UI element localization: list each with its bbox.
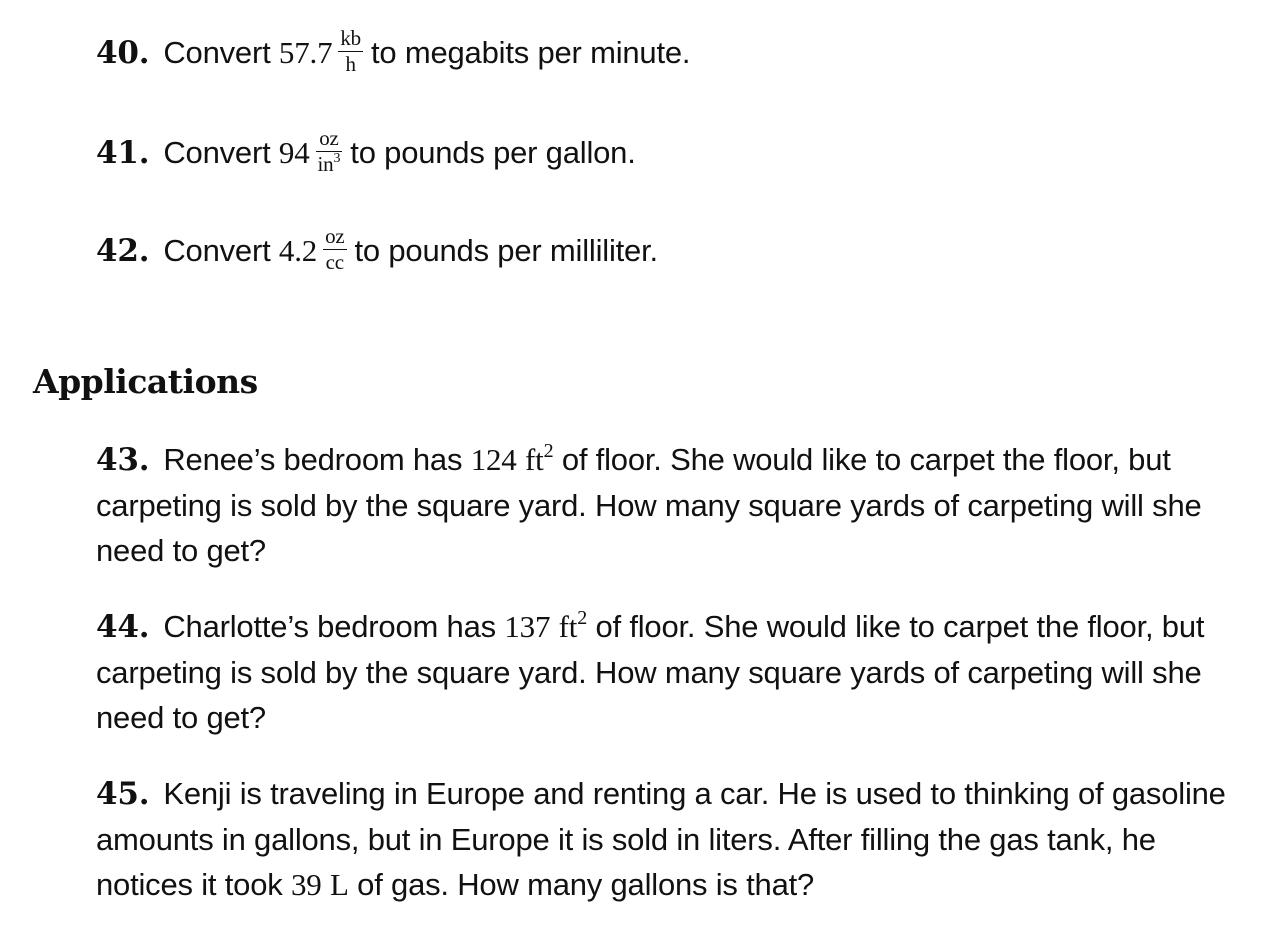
fraction-denominator: h [345,52,356,76]
exercise-number: 45. [96,776,150,812]
fraction-numerator: oz [325,224,345,248]
quantity-value: 57.7 [278,35,333,71]
text-after: of floor. She would like to carpet the floor, but carpeting is sold by the square yard. How many square yards of carpeting will she need to get? [96,609,1205,735]
exercise-number: 42. [96,233,150,270]
unit-fraction [323,224,346,274]
exercise-number: 43. [96,442,150,478]
text-after: of floor. She would like to carpet the floor, but carpeting is sold by the square yard. How many square yards of carpeting will she need to get? [96,442,1202,568]
exercise-number: 41. [96,135,150,172]
unit-exponent: 2 [577,606,588,629]
denominator-exponent: 3 [333,151,341,166]
unit-base: ft [525,442,544,477]
exercise-number: 40. [96,35,150,72]
denominator-base: in [317,152,334,176]
exercise-tail: to pounds per milliliter. [354,233,658,269]
text-before: Charlotte’s bedroom has [163,609,496,644]
fraction-numerator: kb [340,26,361,50]
section-heading: Applications [33,362,258,401]
exercise-lead: Convert [163,233,271,269]
exercise-42 [96,224,1256,278]
fraction-denominator [316,152,343,176]
quantity-value: 124 [470,442,517,477]
exercise-tail: to megabits per minute. [370,35,691,71]
text-before: Kenji is traveling in Europe and renting a car. He is used to thinking of gasoline amounts in gallons, but in Europe it is sold in liters. After filling the gas tank, he notices it took [96,776,1226,902]
exercise-number: 44. [96,609,150,645]
exercise-40 [96,26,1256,80]
unit-base: ft [558,609,578,644]
quantity-value: 137 [504,609,551,644]
quantity-value: 39 [290,867,322,902]
exercise-43 [96,437,1256,573]
quantity-unit [558,606,588,644]
exercise-lead: Convert [163,135,271,171]
text-before: Renee’s bedroom has [163,442,463,477]
unit-fraction [316,126,343,176]
quantity-unit [525,439,554,477]
exercise-45 [96,771,1256,907]
quantity-unit: L [330,867,349,902]
exercise-41 [96,126,1256,180]
exercise-44 [96,604,1256,740]
exercise-tail: to pounds per gallon. [350,135,636,171]
unit-fraction [338,26,363,76]
fraction-numerator: oz [316,126,343,152]
quantity-value: 4.2 [278,233,318,269]
fraction-denominator: cc [325,250,344,274]
exercise-lead: Convert [163,35,271,71]
unit-exponent: 2 [543,439,554,462]
quantity-value: 94 [278,135,310,171]
text-after: of gas. How many gallons is that? [357,867,815,902]
